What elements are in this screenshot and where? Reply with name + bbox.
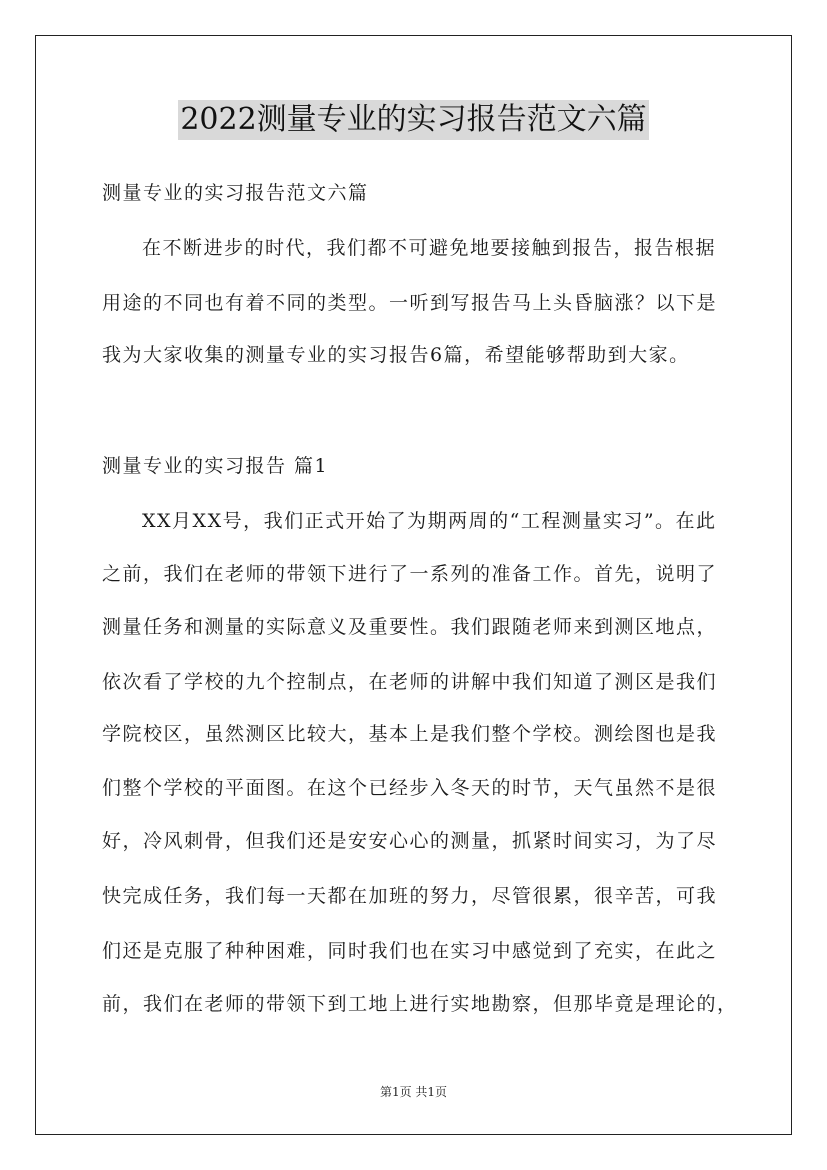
body-line-6: 们整个学校的平面图。在这个已经步入冬天的时节，天气虽然不是很: [102, 777, 718, 799]
intro-line-1: 在不断进步的时代，我们都不可避免地要接触到报告，报告根据: [142, 237, 717, 259]
page-footer: 第1页 共1页: [379, 1085, 448, 1099]
intro-line-2: 用途的不同也有着不同的类型。一听到写报告马上头昏脑涨？以下是: [102, 292, 718, 314]
body-line-4: 依次看了学校的九个控制点，在老师的讲解中我们知道了测区是我们: [102, 671, 718, 693]
intro-line-3: 我为大家收集的测量专业的实习报告6篇，希望能够帮助到大家。: [102, 344, 690, 366]
body-line-5: 学院校区，虽然测区比较大，基本上是我们整个学校。测绘图也是我: [102, 723, 718, 745]
section-heading: 测量专业的实习报告 篇1: [102, 455, 329, 477]
body-line-2: 之前，我们在老师的带领下进行了一系列的准备工作。首先，说明了: [102, 563, 718, 585]
body-line-1: XX月XX号，我们正式开始了为期两周的“工程测量实习”。在此: [142, 510, 717, 532]
document-title-text: 2022测量专业的实习报告范文六篇: [178, 100, 648, 140]
document-subtitle: 测量专业的实习报告范文六篇: [102, 182, 369, 204]
body-line-3: 测量任务和测量的实际意义及重要性。我们跟随老师来到测区地点，: [102, 616, 718, 638]
body-line-8: 快完成任务，我们每一天都在加班的努力，尽管很累，很辛苦，可我: [102, 885, 718, 907]
body-line-9: 们还是克服了种种困难，同时我们也在实习中感觉到了充实，在此之: [102, 940, 718, 962]
body-line-7: 好，冷风刺骨，但我们还是安安心心的测量，抓紧时间实习，为了尽: [102, 830, 718, 852]
document-title: [0, 100, 827, 140]
body-line-10: 前，我们在老师的带领下到工地上进行实地勘察，但那毕竟是理论的，: [102, 993, 738, 1015]
